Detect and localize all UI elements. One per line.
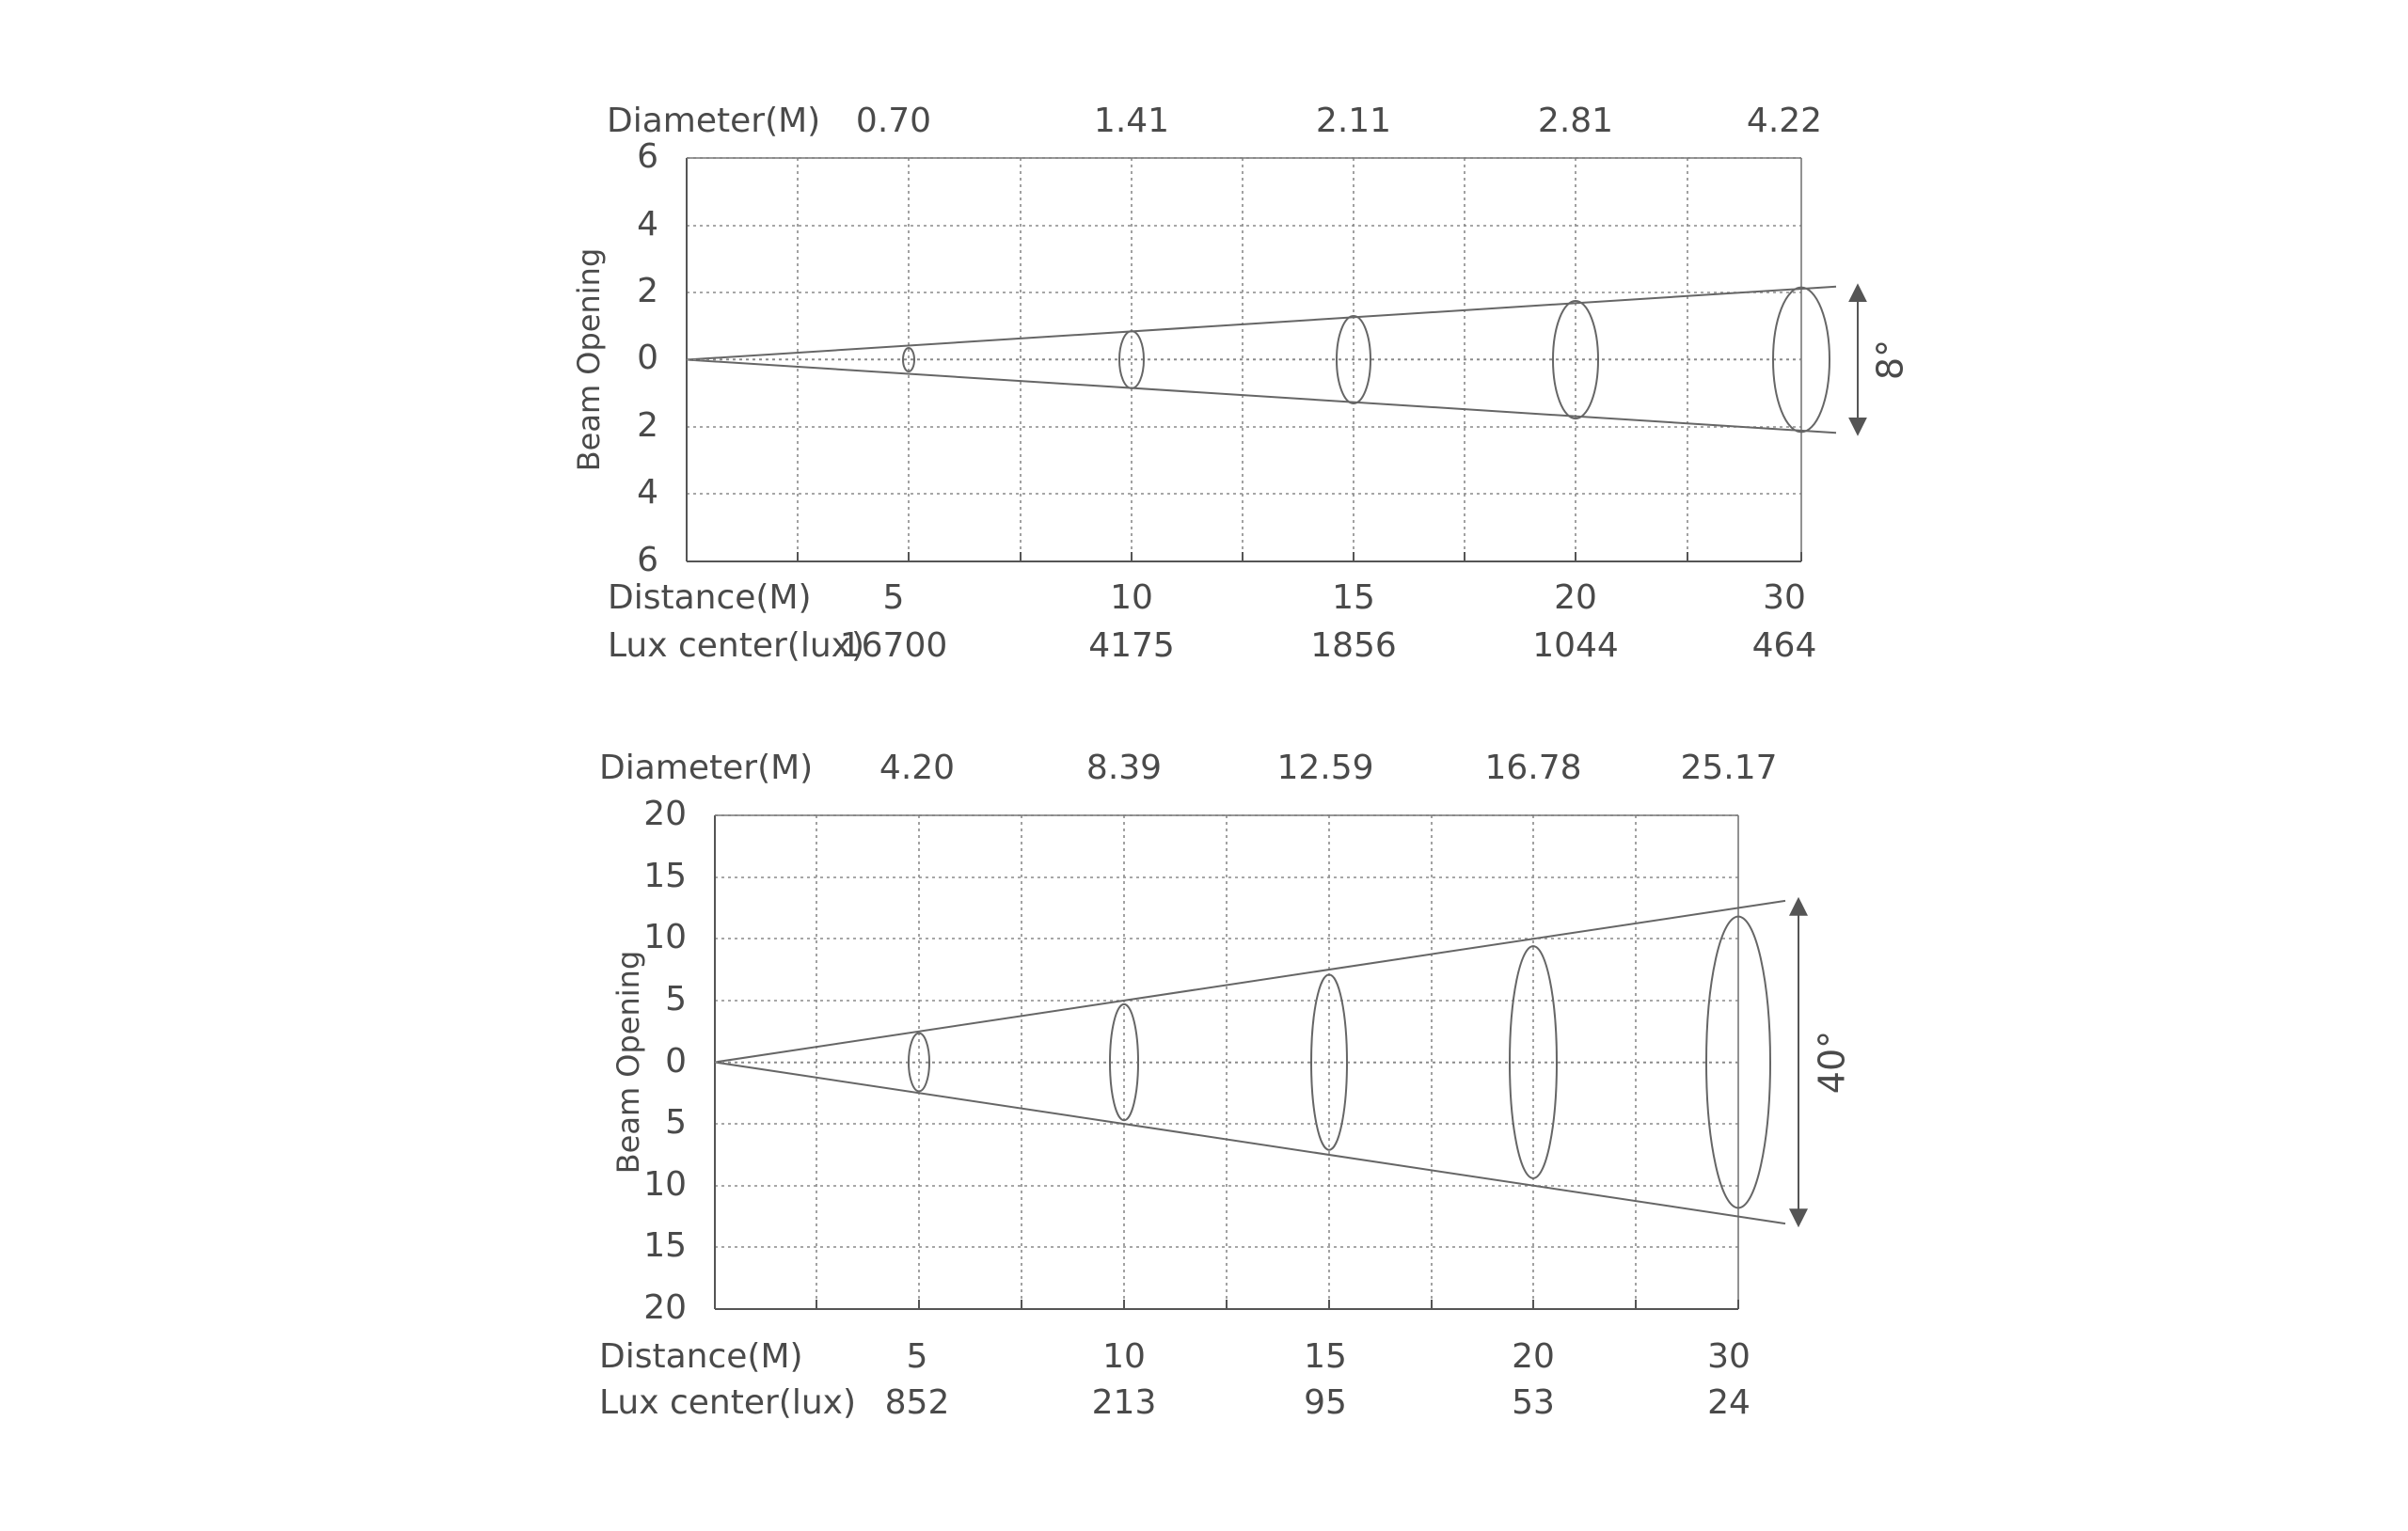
lux-row-label: Lux center(lux) <box>599 1383 857 1422</box>
diameter-value: 8.39 <box>1085 749 1163 787</box>
lux-value: 1856 <box>1310 626 1397 665</box>
y-tick-label: 6 <box>637 137 658 176</box>
y-tick-label: 15 <box>643 857 687 895</box>
lux-row-label: Lux center(lux) <box>608 626 865 665</box>
y-tick-label: 5 <box>665 980 687 1018</box>
diameter-value: 0.70 <box>855 102 932 140</box>
y-tick-label: 4 <box>637 473 658 512</box>
diameter-value: 4.22 <box>1746 102 1823 140</box>
diameter-row-label: Diameter(M) <box>599 749 814 787</box>
beam-upper-edge <box>715 901 1785 1063</box>
diameter-value: 2.81 <box>1537 102 1614 140</box>
distance-value: 20 <box>1512 1337 1555 1376</box>
y-tick-label: 15 <box>643 1226 687 1265</box>
lux-value: 4175 <box>1088 626 1175 665</box>
distance-value: 15 <box>1304 1337 1347 1376</box>
distance-value: 15 <box>1332 578 1375 617</box>
y-tick-label: 20 <box>643 1288 687 1327</box>
diameter-value: 16.78 <box>1484 749 1582 787</box>
y-tick-label: 20 <box>643 795 687 833</box>
distance-value: 10 <box>1110 578 1153 617</box>
y-tick-label: 0 <box>665 1042 687 1081</box>
lux-value: 213 <box>1091 1383 1157 1422</box>
beam-angle-label: 8° <box>1869 339 1911 381</box>
y-tick-label: 10 <box>643 918 687 956</box>
y-tick-label: 10 <box>643 1165 687 1204</box>
beam-lower-edge <box>715 1063 1785 1224</box>
distance-row-label: Distance(M) <box>599 1337 803 1376</box>
distance-value: 5 <box>906 1337 928 1376</box>
lux-value: 464 <box>1751 626 1817 665</box>
lux-value: 95 <box>1304 1383 1347 1422</box>
lux-value: 852 <box>884 1383 950 1422</box>
lux-value: 16700 <box>839 626 948 665</box>
distance-value: 5 <box>882 578 905 617</box>
diameter-value: 4.20 <box>879 749 956 787</box>
lux-value: 53 <box>1512 1383 1555 1422</box>
distance-value: 10 <box>1102 1337 1146 1376</box>
beam-lower-edge <box>687 360 1836 434</box>
diameter-value: 12.59 <box>1276 749 1374 787</box>
y-axis-title: Beam Opening <box>571 247 607 472</box>
beam-chart-40-degree <box>599 749 1853 1422</box>
y-tick-label: 4 <box>637 205 658 244</box>
distance-value: 20 <box>1554 578 1597 617</box>
y-tick-label: 6 <box>637 541 658 579</box>
y-tick-label: 2 <box>637 406 658 445</box>
beam-chart-8-degree <box>571 102 1911 665</box>
y-axis-title: Beam Opening <box>610 950 646 1175</box>
beam-angle-label: 40° <box>1811 1030 1853 1095</box>
diameter-value: 1.41 <box>1093 102 1170 140</box>
y-tick-label: 0 <box>637 339 658 377</box>
distance-value: 30 <box>1763 578 1806 617</box>
diameter-value: 2.11 <box>1315 102 1392 140</box>
lux-value: 1044 <box>1532 626 1619 665</box>
distance-row-label: Distance(M) <box>608 578 812 617</box>
diameter-value: 25.17 <box>1680 749 1778 787</box>
beam-upper-edge <box>687 287 1836 360</box>
diameter-row-label: Diameter(M) <box>607 102 821 140</box>
lux-value: 24 <box>1707 1383 1751 1422</box>
distance-value: 30 <box>1707 1337 1751 1376</box>
y-tick-label: 5 <box>665 1103 687 1142</box>
y-tick-label: 2 <box>637 272 658 310</box>
